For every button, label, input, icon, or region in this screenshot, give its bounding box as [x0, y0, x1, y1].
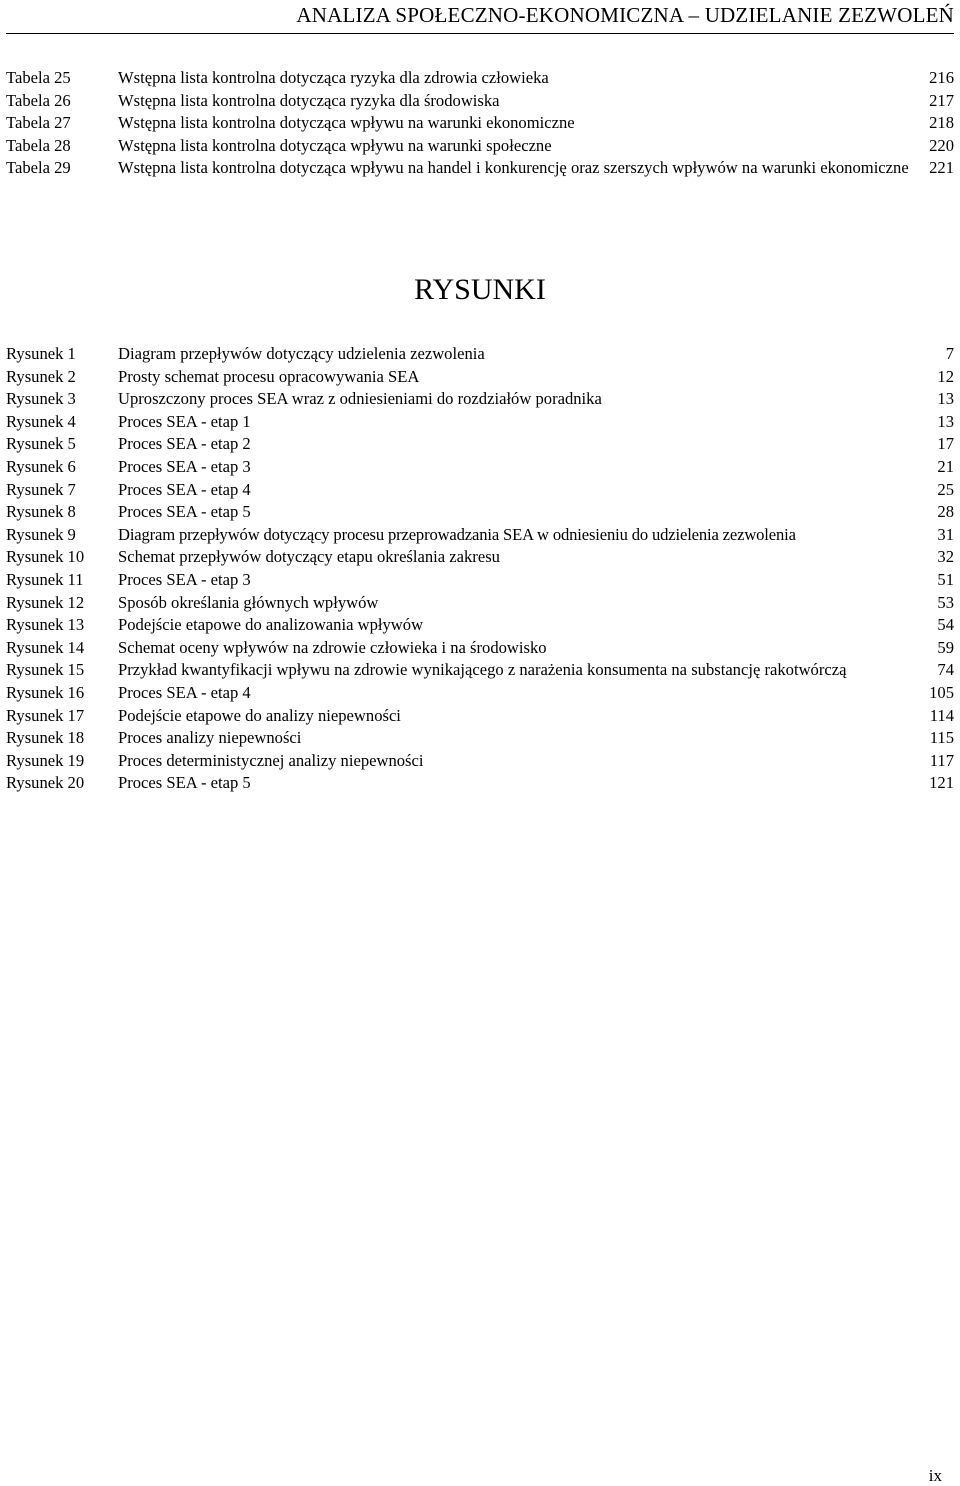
entry-label: Rysunek 3 [6, 389, 76, 409]
entry-title: Diagram przepływów dotyczący procesu przeprowadzania SEA w odniesieniu do udzielenia zezwolenia [118, 524, 796, 544]
running-header: ANALIZA SPOŁECZNO-EKONOMICZNA – UDZIELANIE ZEZWOLEŃ [296, 3, 954, 27]
entry-label: Rysunek 6 [6, 456, 76, 476]
entry-page-number: 217 [929, 90, 954, 110]
entry-title: Proces SEA - etap 1 [118, 411, 251, 431]
entry-page-number: 117 [929, 750, 954, 770]
header-rule [6, 33, 954, 34]
section-heading-figures: RYSUNKI [414, 273, 546, 306]
entry-page-number: 220 [929, 135, 954, 155]
entry-title: Proces SEA - etap 3 [118, 569, 251, 589]
page-number: ix [928, 1466, 942, 1485]
toc-entry[interactable] [6, 411, 954, 434]
entry-label: Rysunek 20 [6, 773, 85, 793]
entry-title: Proces SEA - etap 2 [118, 434, 251, 454]
entry-label: Rysunek 11 [6, 569, 84, 589]
entry-title: Wstępna lista kontrolna dotycząca ryzyka dla zdrowia człowieka [118, 68, 549, 87]
entry-label: Tabela 25 [6, 68, 71, 87]
entry-label: Rysunek 8 [6, 502, 76, 522]
entry-title: Diagram przepływów dotyczący udzielenia zezwolenia [118, 344, 485, 363]
toc-entry[interactable] [6, 659, 954, 682]
toc-entry[interactable] [6, 90, 954, 113]
entry-label: Rysunek 5 [6, 434, 76, 454]
list-of-figures [6, 343, 954, 795]
entry-page-number: 28 [937, 502, 954, 522]
entry-label: Rysunek 14 [6, 637, 85, 657]
entry-page-number: 54 [937, 615, 954, 635]
entry-label: Rysunek 16 [6, 682, 85, 702]
toc-entry[interactable] [6, 546, 954, 569]
entry-label: Rysunek 13 [6, 615, 85, 635]
entry-page-number: 218 [929, 113, 954, 133]
entry-title: Proces deterministycznej analizy niepewności [118, 750, 424, 770]
entry-title: Proces SEA - etap 5 [118, 773, 251, 793]
toc-entry[interactable] [6, 135, 954, 158]
entry-page-number: 31 [937, 524, 954, 544]
entry-page-number: 7 [945, 344, 954, 363]
toc-entry[interactable] [6, 727, 954, 750]
entry-label: Rysunek 9 [6, 524, 76, 544]
entry-label: Rysunek 15 [6, 660, 85, 680]
entry-page-number: 13 [937, 411, 954, 431]
entry-label: Tabela 27 [6, 113, 71, 133]
entry-page-number: 114 [929, 705, 954, 725]
entry-title: Wstępna lista kontrolna dotycząca wpływu na handel i konkurencję oraz szerszych wpływów na warunki ekonomiczne [118, 158, 909, 178]
entry-title: Uproszczony proces SEA wraz z odniesieniami do rozdziałów poradnika [118, 389, 602, 409]
entry-label: Tabela 29 [6, 158, 71, 178]
entry-label: Rysunek 1 [6, 344, 76, 363]
entry-title: Schemat przepływów dotyczący etapu określania zakresu [118, 547, 500, 567]
toc-entry[interactable] [6, 388, 954, 411]
toc-entry[interactable] [6, 479, 954, 502]
entry-label: Tabela 28 [6, 135, 71, 155]
toc-entry[interactable] [6, 501, 954, 524]
toc-entry[interactable] [6, 343, 954, 366]
entry-label: Rysunek 17 [6, 705, 85, 725]
entry-label: Rysunek 7 [6, 479, 76, 499]
toc-entry[interactable] [6, 705, 954, 728]
entry-page-number: 21 [937, 456, 954, 476]
entry-page-number: 32 [937, 547, 954, 567]
entry-title: Prosty schemat procesu opracowywania SEA [118, 366, 420, 386]
entry-label: Rysunek 4 [6, 411, 76, 431]
entry-title: Wstępna lista kontrolna dotycząca wpływu na warunki społeczne [118, 135, 552, 155]
toc-entry[interactable] [6, 112, 954, 135]
toc-entry[interactable] [6, 750, 954, 773]
toc-entry[interactable] [6, 637, 954, 660]
entry-page-number: 121 [929, 773, 954, 793]
entry-page-number: 221 [929, 158, 954, 178]
entry-title: Wstępna lista kontrolna dotycząca wpływu na warunki ekonomiczne [118, 113, 575, 133]
entry-label: Rysunek 18 [6, 728, 85, 748]
entry-page-number: 12 [937, 366, 954, 386]
toc-entry[interactable] [6, 524, 954, 547]
entry-title: Podejście etapowe do analizy niepewności [118, 705, 401, 725]
entry-label: Rysunek 2 [6, 366, 76, 386]
entry-page-number: 51 [937, 569, 954, 589]
entry-title: Proces analizy niepewności [118, 728, 302, 748]
entry-page-number: 105 [929, 682, 954, 702]
toc-entry[interactable] [6, 592, 954, 615]
list-of-tables [6, 67, 954, 180]
entry-label: Tabela 26 [6, 90, 71, 110]
entry-title: Wstępna lista kontrolna dotycząca ryzyka dla środowiska [118, 90, 500, 110]
entry-title: Sposób określania głównych wpływów [118, 592, 379, 612]
entry-page-number: 13 [937, 389, 954, 409]
toc-entry[interactable] [6, 366, 954, 389]
toc-entry[interactable] [6, 456, 954, 479]
toc-entry[interactable] [6, 682, 954, 705]
toc-entry[interactable] [6, 569, 954, 592]
entry-page-number: 25 [937, 479, 954, 499]
toc-entry[interactable] [6, 157, 954, 180]
entry-label: Rysunek 12 [6, 592, 85, 612]
toc-entry[interactable] [6, 614, 954, 637]
toc-entry[interactable] [6, 772, 954, 795]
entry-title: Proces SEA - etap 5 [118, 502, 251, 522]
entry-title: Przykład kwantyfikacji wpływu na zdrowie wynikającego z narażenia konsumenta na substancję rakotwórczą [118, 660, 847, 680]
entry-page-number: 74 [937, 660, 954, 680]
toc-entry[interactable] [6, 433, 954, 456]
entry-label: Rysunek 19 [6, 750, 85, 770]
entry-label: Rysunek 10 [6, 547, 85, 567]
entry-page-number: 216 [929, 68, 954, 87]
entry-title: Podejście etapowe do analizowania wpływów [118, 615, 424, 635]
entry-title: Proces SEA - etap 4 [118, 479, 251, 499]
entry-page-number: 17 [937, 434, 954, 454]
entry-title: Proces SEA - etap 3 [118, 456, 251, 476]
toc-entry[interactable] [6, 67, 954, 90]
entry-page-number: 53 [937, 592, 954, 612]
entry-title: Proces SEA - etap 4 [118, 682, 251, 702]
entry-page-number: 59 [937, 637, 954, 657]
entry-title: Schemat oceny wpływów na zdrowie człowieka i na środowisko [118, 637, 547, 657]
entry-page-number: 115 [929, 728, 954, 748]
